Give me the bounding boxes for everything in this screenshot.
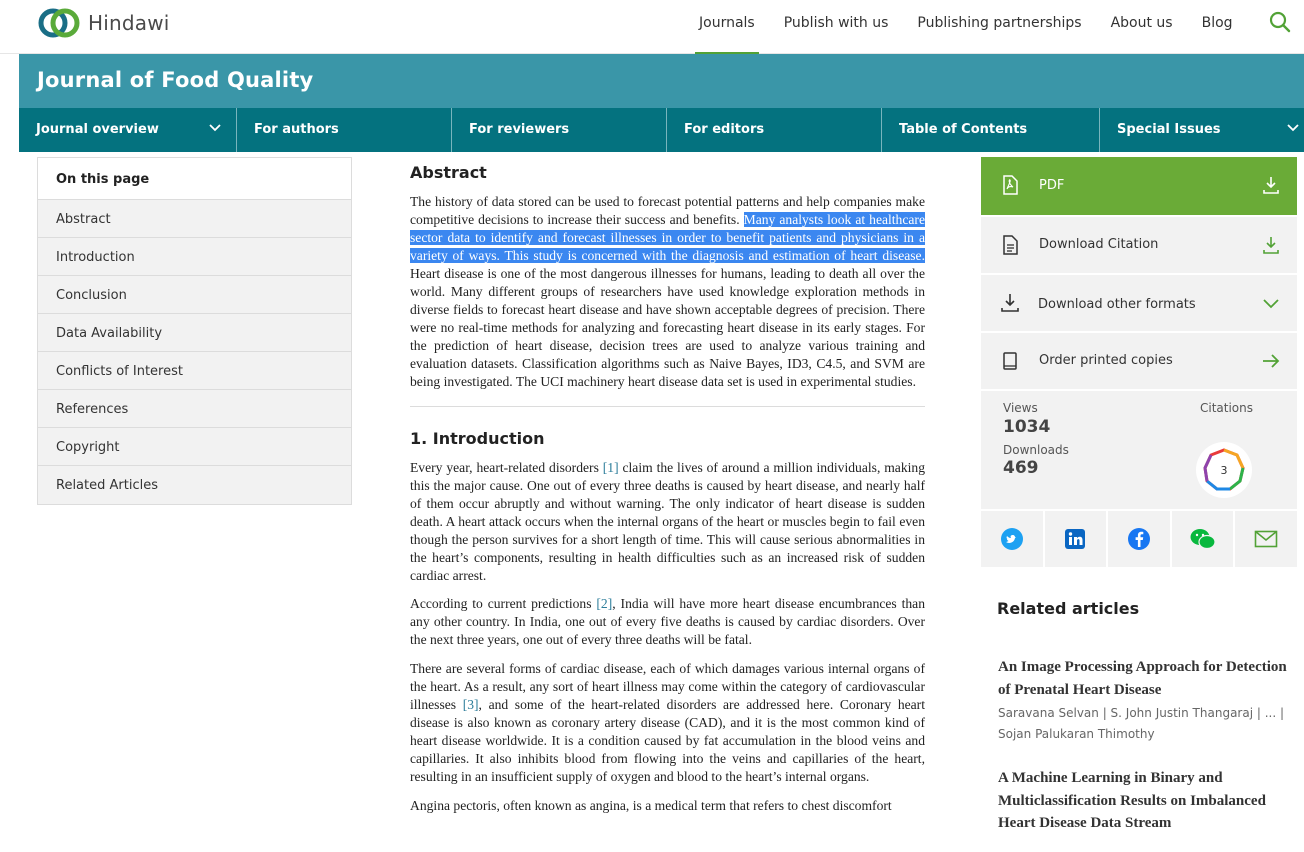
related-article-title[interactable]: An Image Processing Approach for Detection of Prenatal Heart Disease [998,659,1287,698]
twitter-icon [1000,527,1024,551]
jnav-table-of-contents[interactable] [882,108,1100,152]
jnav-for-reviewers[interactable] [452,108,667,152]
journal-navigation [19,108,1304,152]
citations-label: Citations [1200,401,1254,415]
order-printed-label: Order printed copies [1039,353,1173,368]
download-icon [1261,235,1281,255]
intro-paragraph-4: Angina pectoris, often known as angina, is a medical term that refers to chest discomfort [410,798,892,813]
share-twitter[interactable] [981,511,1045,567]
chevron-down-icon [1286,121,1300,135]
pdf-label: PDF [1039,178,1065,193]
toc-item-data-availability[interactable]: Data Availability [38,314,351,352]
intro-paragraph-2 [410,595,925,649]
chevron-down-icon [1261,293,1281,313]
site-header [0,0,1304,54]
related-article [998,656,1288,745]
document-icon [999,234,1021,256]
download-citation-label: Download Citation [1039,237,1159,252]
topnav-blog[interactable]: Blog [1201,15,1233,31]
share-facebook[interactable] [1108,511,1172,567]
views-label: Views [1003,401,1038,415]
jnav-journal-overview[interactable] [19,108,237,152]
order-printed-copies-button[interactable] [981,331,1297,389]
abstract-text [410,193,925,391]
jnav-label: Journal overview [36,122,159,137]
toc-item-conclusion[interactable]: Conclusion [38,276,351,314]
jnav-for-authors[interactable] [237,108,452,152]
text: , and some of the heart-related disorders are addressed here. Coronary heart disease is also known as coronary artery disease (CAD), and it is the most common kind of heart disease worldwide. It is a condition caused by fat accumulation in the blood veins and capillaries. It also inhibits blood from flowing into the veins and capillaries of the heart, resulting in an insufficient supply of oxygen and blood to the heart’s internal organs. [410,697,925,784]
text: Every year, heart-related disorders [410,460,603,475]
share-wechat[interactable] [1172,511,1236,567]
intro-paragraph-1 [410,459,925,585]
top-navigation [699,0,1262,54]
download-icon [1261,175,1281,195]
reference-link[interactable]: [1] [602,460,619,475]
jnav-label: For authors [254,122,339,137]
jnav-for-editors[interactable] [667,108,882,152]
downloads-label: Downloads [1003,443,1069,457]
intro-paragraph-3 [410,660,925,786]
pdf-file-icon [999,174,1021,196]
toc-item-abstract[interactable]: Abstract [38,200,351,238]
article-body [410,160,925,815]
hindawi-logo-icon [36,5,84,41]
wechat-icon [1189,527,1217,551]
journal-title[interactable]: Journal of Food Quality [37,68,314,92]
toc-item-conflicts[interactable]: Conflicts of Interest [38,352,351,390]
download-icon [999,292,1021,314]
on-this-page-nav [37,157,352,505]
facebook-icon [1127,527,1151,551]
toc-item-copyright[interactable]: Copyright [38,428,351,466]
share-email[interactable] [1235,511,1297,567]
mail-icon [1254,530,1278,548]
jnav-label: Special Issues [1117,122,1221,137]
text: , India will have more heart disease encumbrances than any other country. In India, one out of every five deaths is caused by cardiac disorders. Over the next three years, one out of every three deaths will be fatal. [410,596,926,647]
chevron-down-icon [208,121,222,135]
jnav-label: For editors [684,122,765,137]
selected-text: Many analysts look at healthcare sector data to identify and forecast illnesses in order to benefit patients and physicians in a variety of ways. This study is concerned with the diagnosis and estimation of heart disease. [410,212,925,263]
search-icon[interactable] [1268,10,1292,34]
toc-item-introduction[interactable]: Introduction [38,238,351,276]
topnav-about[interactable]: About us [1110,15,1173,31]
related-article-title[interactable]: A Machine Learning in Binary and Multiclassification Results on Imbalanced Heart Disease Data Stream [998,770,1266,831]
toc-item-references[interactable]: References [38,390,351,428]
brand-name: Hindawi [88,11,170,35]
citations-count: 3 [1220,464,1228,477]
abstract-heading: Abstract [410,163,487,182]
journal-banner [19,54,1304,108]
share-linkedin[interactable] [1045,511,1109,567]
download-other-label: Download other formats [1038,297,1196,312]
reference-link[interactable]: [3] [462,697,479,712]
reference-link[interactable]: [2] [596,596,613,611]
related-articles-heading: Related articles [997,599,1140,618]
jnav-label: For reviewers [469,122,570,137]
topnav-journals[interactable]: Journals [695,0,759,54]
downloads-count: 469 [1003,458,1039,478]
related-article [998,767,1288,835]
introduction-heading: 1. Introduction [410,429,545,448]
book-icon [999,350,1021,372]
citations-badge[interactable] [1195,441,1253,499]
share-bar [981,509,1297,567]
topnav-partnerships[interactable]: Publishing partnerships [917,15,1082,31]
pdf-button[interactable] [981,157,1297,215]
toc-heading: On this page [38,158,351,200]
topnav-publish[interactable]: Publish with us [783,15,889,31]
download-citation-button[interactable] [981,215,1297,273]
abstract-text-start: The history of data stored can be used to forecast potential patterns and help companies make competitive decisions to increase their success and benefits. [410,194,925,227]
abstract-text-end: Heart disease is one of the most dangerous illnesses for humans, leading to death all over the world. Many different groups of researchers have used knowledge exploration methods in diverse fields to forecast heart disease and have shown acceptable degrees of precision. There were no real-time methods for analyzing and forecasting heart disease in its early stages. For the prediction of heart disease, decision trees are used to analyze various training and evaluation datasets. Classification algorithms such as Naive Bayes, ID3, C4.5, and SVM are being investigated. The UCI machinery heart disease data set is used in experimental studies. [410,266,925,389]
views-count: 1034 [1003,417,1051,437]
arrow-right-icon [1261,351,1281,371]
jnav-special-issues[interactable] [1100,108,1304,152]
section-divider [410,406,925,407]
hindawi-logo[interactable] [36,5,170,41]
toc-item-related-articles[interactable]: Related Articles [56,478,158,493]
text: claim the lives of around a million individuals, making this the major cause. One out of every three deaths is caused by heart disease, and nearly half of them occur abruptly and without warning. The only indicator of heart disease is sudden death. A heart attack occurs when the internal organs of the heart or muscles begin to fail even though the person survives for a short length of time. This will cause serious abnormalities in the heart’s components, resulting in health difficulties such as an increased risk of sudden cardiac arrest. [410,460,925,583]
text: According to current predictions [410,596,597,611]
article-tools-panel [981,157,1297,567]
linkedin-icon [1064,528,1086,550]
download-other-formats-button[interactable] [981,273,1297,331]
jnav-label: Table of Contents [899,122,1028,137]
related-article-authors: Saravana Selvan | S. John Justin Thangaraj | ... | Sojan Palukaran Thimothy [998,706,1285,741]
text: There are several forms of cardiac disease, each of which damages various internal organs of the heart. As a result, any sort of heart illness may come within the category of cardiovascular illnesses [410,661,925,712]
